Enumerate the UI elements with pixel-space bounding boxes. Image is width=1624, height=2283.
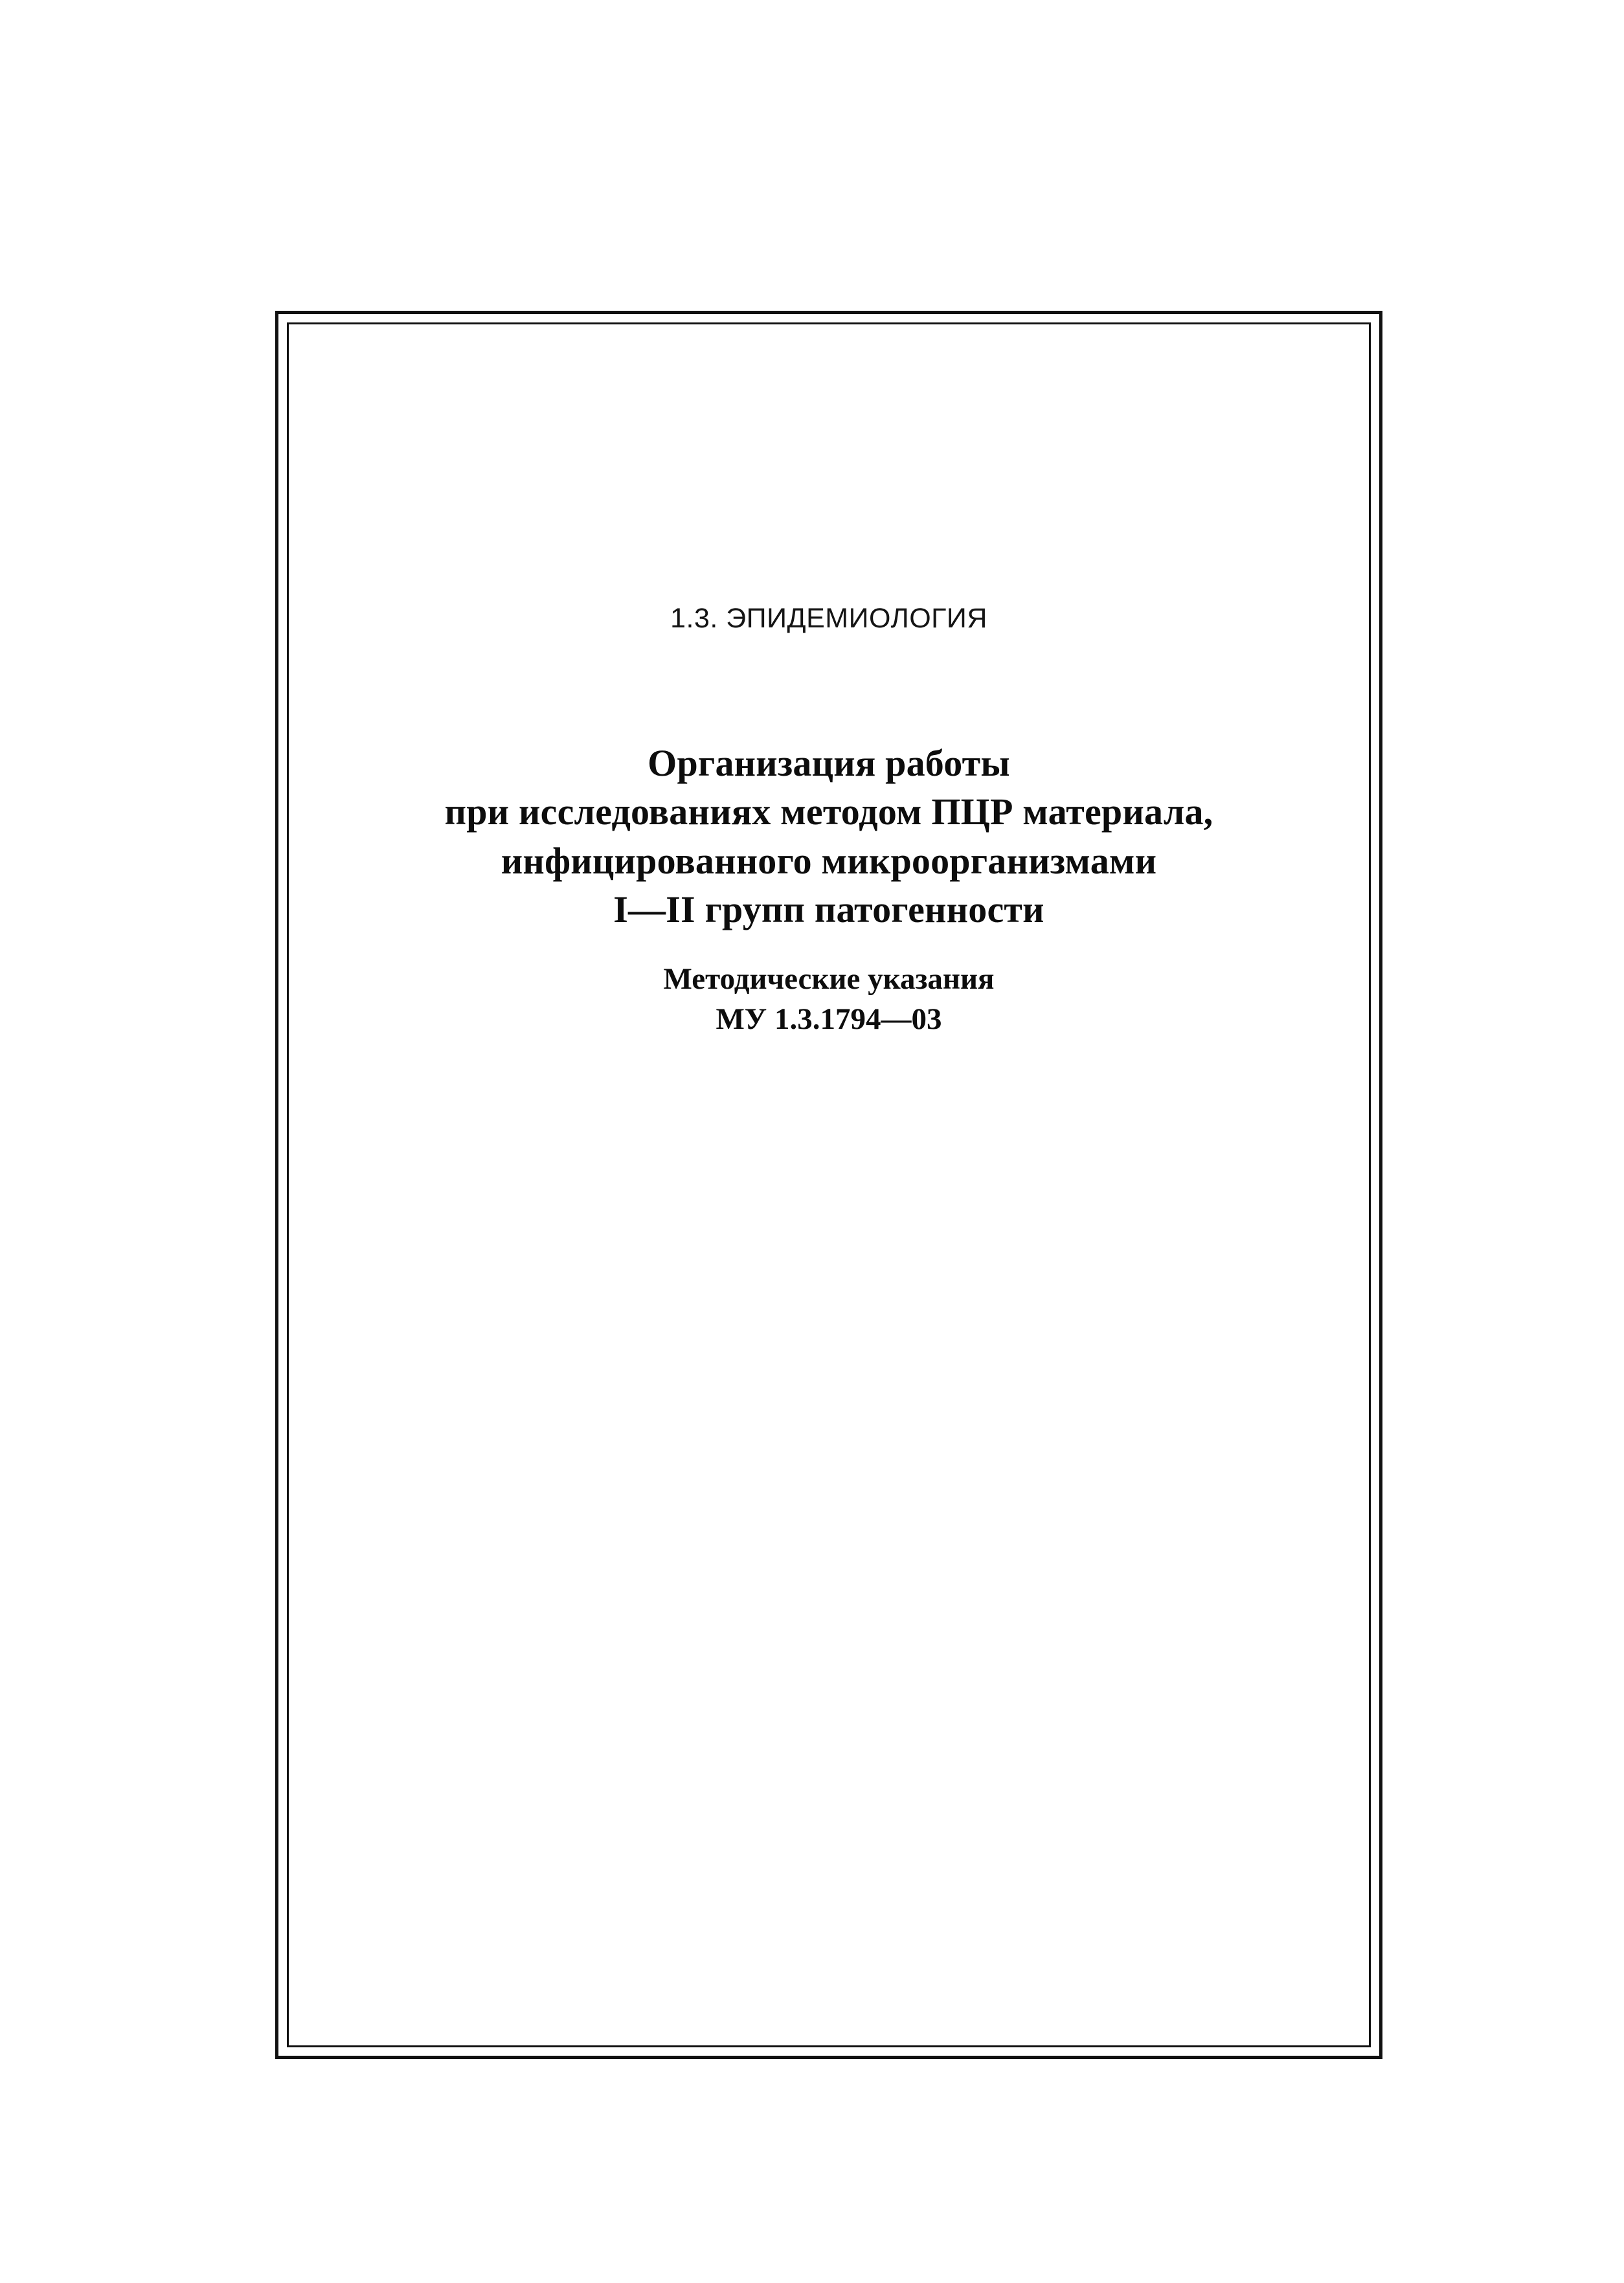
title-page-border-inner [287, 322, 1371, 2047]
page-title-line-1: Организация работы [648, 742, 1010, 784]
subtitle-line-1: Методические указания [663, 962, 995, 996]
page-title [289, 739, 1369, 934]
page-title-line-4: I—II групп патогенности [613, 888, 1044, 931]
document-series-label: 1.3. ЭПИДЕМИОЛОГИЯ [670, 603, 987, 634]
title-page-content [289, 324, 1369, 2045]
page-title-line-2: при исследованиях методом ПЦР материала, [444, 791, 1213, 833]
document-subtitle [289, 959, 1369, 1039]
document-code: МУ 1.3.1794—03 [716, 1002, 942, 1037]
title-page-border-outer [275, 311, 1382, 2059]
page-title-line-3: инфицированного микроорганизмами [501, 839, 1157, 882]
